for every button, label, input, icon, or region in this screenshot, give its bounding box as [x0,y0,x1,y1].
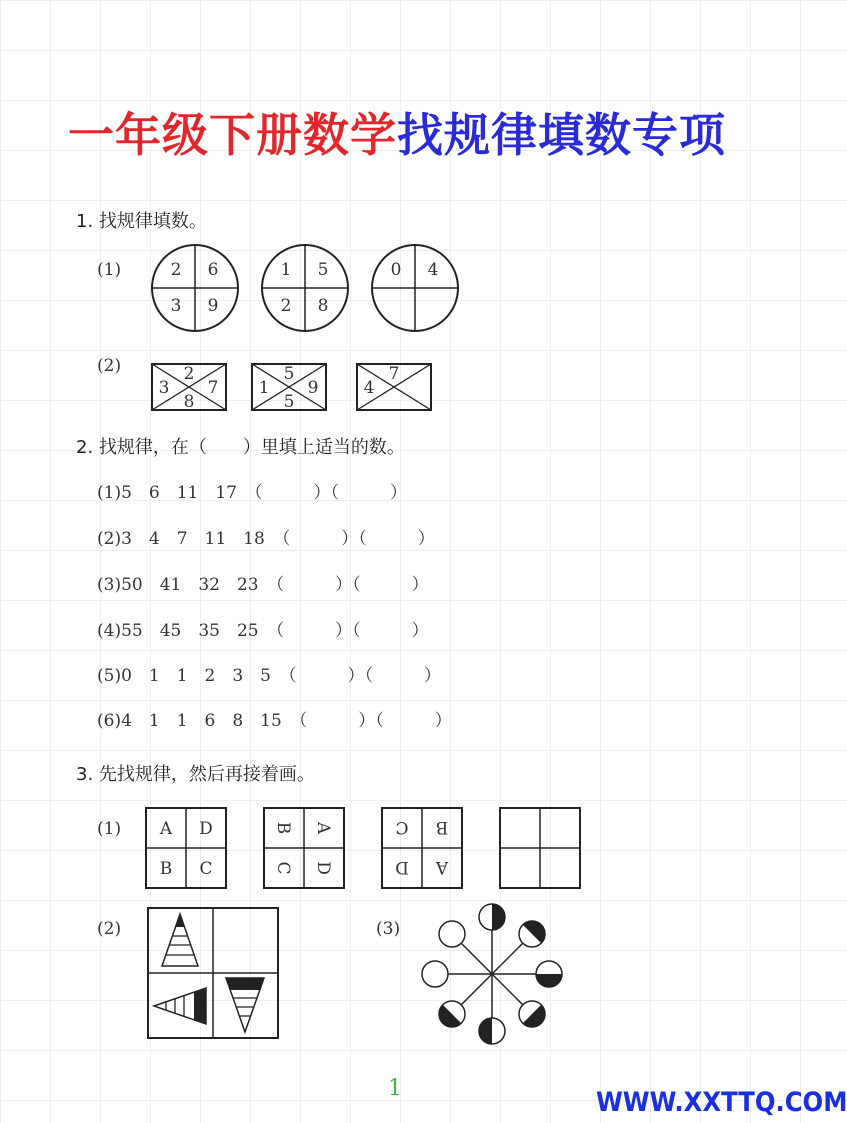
grid-1-bottom-left: B [159,859,173,879]
circle-puzzle-3 [372,245,458,331]
rect-1-bottom: 8 [183,392,195,412]
section-1-part-2-label: (2) [97,356,122,376]
rect-1-right: 7 [207,378,219,398]
letter-grid-1 [146,808,226,888]
rect-2-bottom: 5 [283,392,295,412]
circle-1-top-right: 6 [207,260,219,280]
grid-2-bottom-right: D [313,861,333,875]
rect-1-top: 2 [183,364,195,384]
wheel-circle-bottom [479,1018,505,1044]
sequence-line-2: (2)3 4 7 11 18 （ ）（ ） [97,529,435,549]
wheel-circle-top-right [519,921,545,947]
circle-2-bottom-left: 2 [280,296,292,316]
title-part-1: 一年级下册数学 [68,108,397,162]
grid-1-top-left: A [159,819,173,839]
rect-2-left: 1 [258,378,270,398]
grid-3-bottom-right: A [435,857,449,877]
triangle-grid [146,906,282,1042]
rect-puzzle-3 [357,364,431,410]
rect-2-top: 5 [283,364,295,384]
rect-3-top: 7 [388,364,400,384]
section-3-part-2-label: (2) [97,919,122,939]
circle-2-bottom-right: 8 [317,296,329,316]
circle-1-top-left: 2 [170,260,182,280]
circle-2-top-right: 5 [317,260,329,280]
section-1-heading: 1. 找规律填数。 [76,211,207,232]
letter-grid-2 [264,808,344,888]
triangle-left-pointing [154,988,206,1024]
circle-puzzle-1 [152,245,238,331]
title-part-2: 找规律填数专项 [397,108,726,162]
rect-puzzle-2 [252,364,326,412]
grid-2-top-right: A [313,821,333,835]
wheel-circle-top-left [439,921,465,947]
grid-1-bottom-right: C [199,859,213,879]
sequence-line-3: (3)50 41 32 23 （ ）（ ） [97,575,429,595]
circle-3-top-left: 0 [390,260,402,280]
grid-3-bottom-left: D [395,857,409,877]
triangle-downward [226,978,264,1032]
circle-puzzles [150,243,450,335]
wheel-circle-left [422,961,448,987]
letter-grid-4-blank [500,808,580,888]
circle-1-bottom-left: 3 [170,296,182,316]
circle-puzzle-2 [262,245,348,331]
grid-3-top-left: C [395,817,409,837]
page-number: 1 [388,1076,402,1101]
triangle-upright [162,914,198,966]
section-3-part-3-label: (3) [376,919,401,939]
circle-3-top-right: 4 [427,260,439,280]
rect-3-left: 4 [363,378,375,398]
rect-2-right: 9 [307,378,319,398]
grid-3-top-right: B [435,817,449,837]
sequence-line-6: (6)4 1 1 6 8 15 （ ）（ ） [97,711,452,731]
grid-1-top-right: D [199,819,213,839]
section-2-heading: 2. 找规律，在（ ）里填上适当的数。 [76,437,405,458]
sequence-line-4: (4)55 45 35 25 （ ）（ ） [97,621,429,641]
section-3-part-1-label: (1) [97,819,122,839]
rectangle-puzzles [150,362,435,414]
grid-2-top-left: B [273,821,293,835]
rect-1-left: 3 [158,378,170,398]
wheel-circle-right [536,961,562,987]
section-3-heading: 3. 先找规律，然后再接着画。 [76,764,315,785]
grid-2-bottom-left: C [273,861,293,875]
sequence-line-5: (5)0 1 1 2 3 5 （ ）（ ） [97,666,441,686]
wheel-circle-bottom-left [439,1001,465,1027]
wheel-circle-bottom-right [519,1001,545,1027]
letter-grid-3 [382,808,462,888]
wheel-circle-top [479,904,505,930]
rect-puzzle-1 [152,364,226,412]
sequence-line-1: (1)5 6 11 17 （ ）（ ） [97,483,407,503]
circle-wheel [420,900,564,1048]
circle-1-bottom-right: 9 [207,296,219,316]
circle-2-top-left: 1 [280,260,292,280]
section-1-part-1-label: (1) [97,260,122,280]
watermark: WWW.XXTTQ.COM [596,1087,847,1118]
page-title [0,105,794,165]
letter-grids [144,806,584,892]
